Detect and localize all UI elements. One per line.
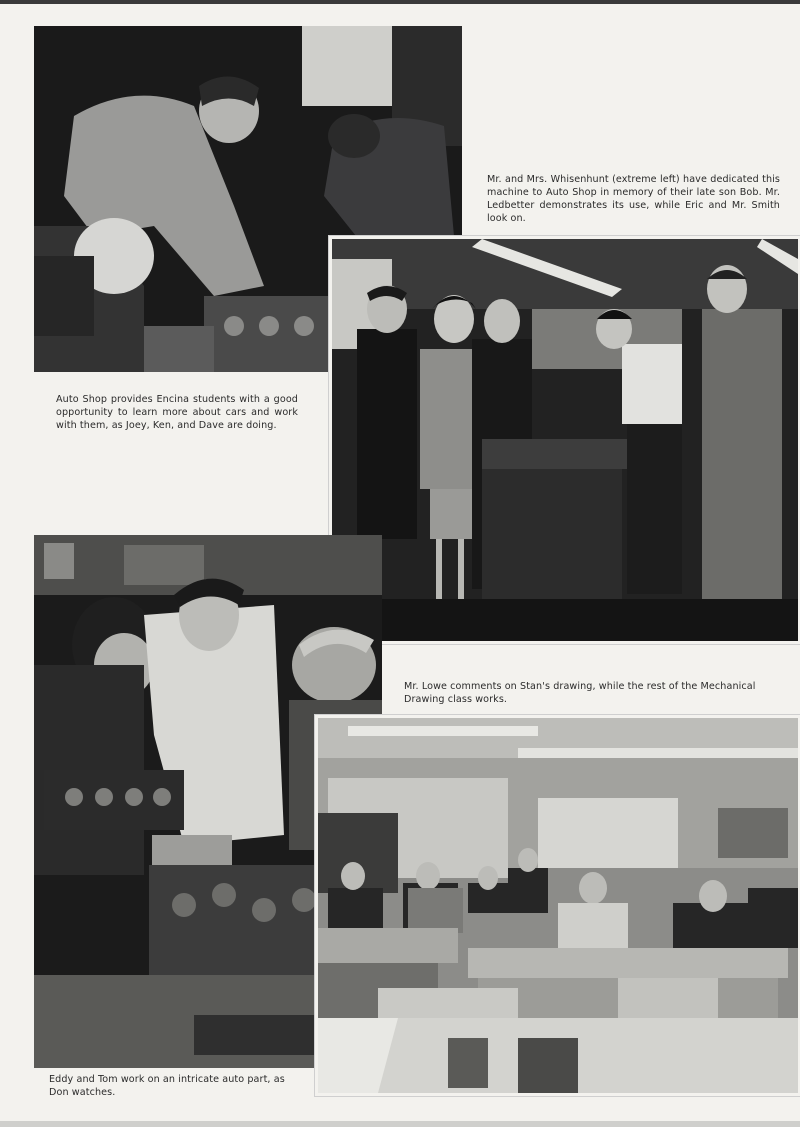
- page-bottom-edge: [0, 1121, 800, 1127]
- auto-shop-engine-caption: Auto Shop provides Encina students with a good opportunity to learn more about cars and work with them, as Joey, Ken, and Dave are doing.: [56, 394, 298, 431]
- dedication-machine-photo: [329, 236, 800, 644]
- mechanical-drawing-photo: [315, 715, 800, 1096]
- dedication-machine-caption: Mr. and Mrs. Whisenhunt (extreme left) have dedicated this machine to Auto Shop in memory of their late son Bob. Mr. Ledbetter demonstrates its use, while Eric and Mr. Smith look on.: [487, 174, 780, 224]
- mechanical-drawing-caption: Mr. Lowe comments on Stan's drawing, while the rest of the Mechanical Drawing class works.: [404, 681, 756, 705]
- page-top-edge: [0, 0, 800, 4]
- auto-part-work-caption: Eddy and Tom work on an intricate auto part, as Don watches.: [49, 1074, 285, 1098]
